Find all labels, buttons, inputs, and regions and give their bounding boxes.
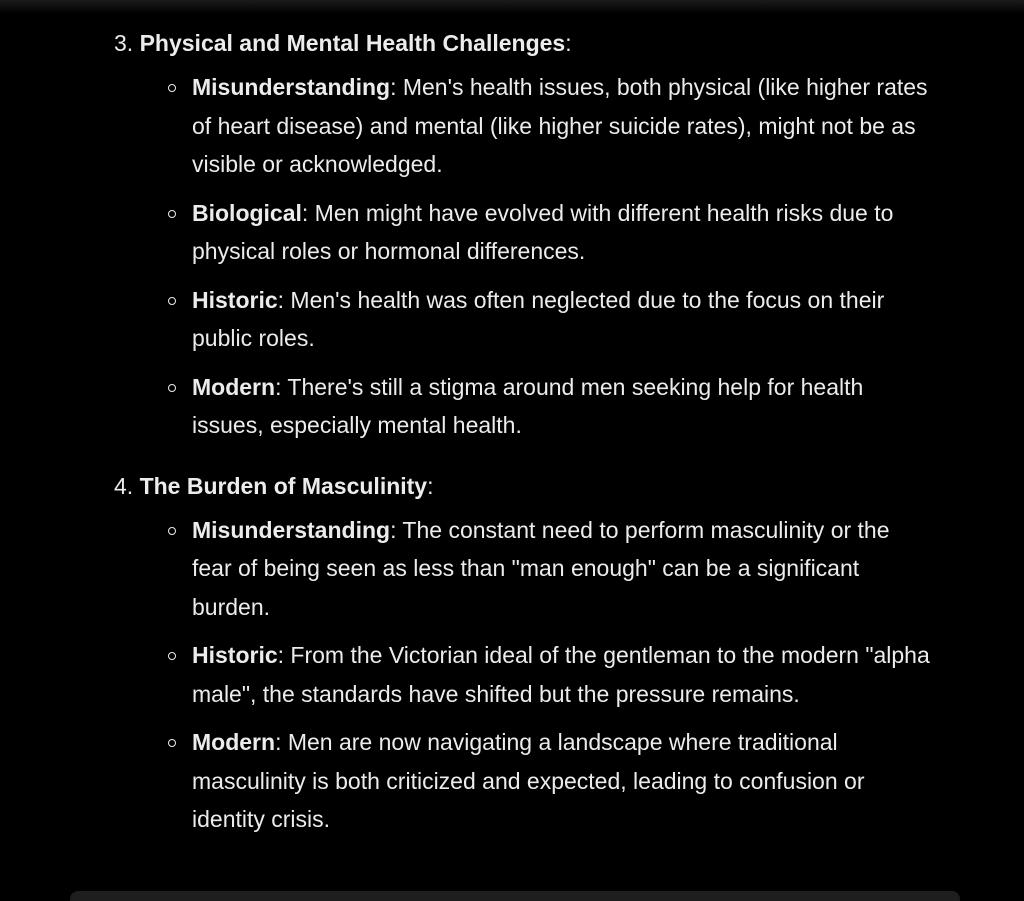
hollow-circle-bullet-icon xyxy=(168,297,176,305)
section-suffix: : xyxy=(565,30,572,56)
hollow-circle-bullet-icon xyxy=(168,652,176,660)
message-content xyxy=(114,24,944,861)
item-text: : Men might have evolved with different health risks due to physical roles or hormonal differences. xyxy=(192,199,894,264)
list-section-4 xyxy=(114,467,944,839)
item-text: : From the Victorian ideal of the gentleman to the modern "alpha male", the standards have shifted but the pressure remains. xyxy=(192,642,930,707)
section-title: Physical and Mental Health Challenges xyxy=(139,30,566,56)
top-edge-fade xyxy=(0,0,1024,14)
list-item xyxy=(192,636,944,713)
item-text: : There's still a stigma around men seeking help for health issues, especially mental health. xyxy=(192,373,864,438)
item-text: : The constant need to perform masculinity or the fear of being seen as less than "man enough" can be a significant burden. xyxy=(192,516,890,620)
list-item xyxy=(192,194,944,271)
item-label: Historic xyxy=(192,642,278,668)
item-label: Misunderstanding xyxy=(192,74,391,100)
hollow-circle-bullet-icon xyxy=(168,210,176,218)
item-text: : Men's health issues, both physical (like higher rates of heart disease) and mental (like higher suicide rates), might not be as visible or acknowledged. xyxy=(192,74,928,177)
item-label: Misunderstanding xyxy=(192,516,391,543)
item-label: Biological xyxy=(192,199,302,226)
sub-list xyxy=(114,68,944,445)
section-suffix: : xyxy=(427,472,434,499)
item-text: : Men are now navigating a landscape where traditional masculinity is both criticized and expected, leading to confusion or identity crisis. xyxy=(192,729,865,832)
hollow-circle-bullet-icon xyxy=(168,384,176,392)
section-heading xyxy=(114,467,944,505)
section-number: 3. xyxy=(114,30,134,56)
list-item xyxy=(192,68,944,184)
section-title: The Burden of Masculinity xyxy=(139,472,428,499)
list-item xyxy=(192,368,944,445)
item-label: Historic xyxy=(192,286,278,313)
item-label: Modern xyxy=(192,729,276,755)
list-item xyxy=(192,511,944,627)
hollow-circle-bullet-icon xyxy=(168,739,176,747)
item-label: Modern xyxy=(192,373,276,400)
hollow-circle-bullet-icon xyxy=(168,84,176,92)
section-number: 4. xyxy=(114,472,134,499)
list-item xyxy=(192,723,944,839)
item-text: : Men's health was often neglected due to the focus on their public roles. xyxy=(192,286,885,351)
composer-top-edge xyxy=(70,891,960,901)
sub-list xyxy=(114,511,944,839)
list-item xyxy=(192,281,944,358)
list-section-3 xyxy=(114,24,944,445)
hollow-circle-bullet-icon xyxy=(168,527,176,535)
section-heading xyxy=(114,24,944,62)
